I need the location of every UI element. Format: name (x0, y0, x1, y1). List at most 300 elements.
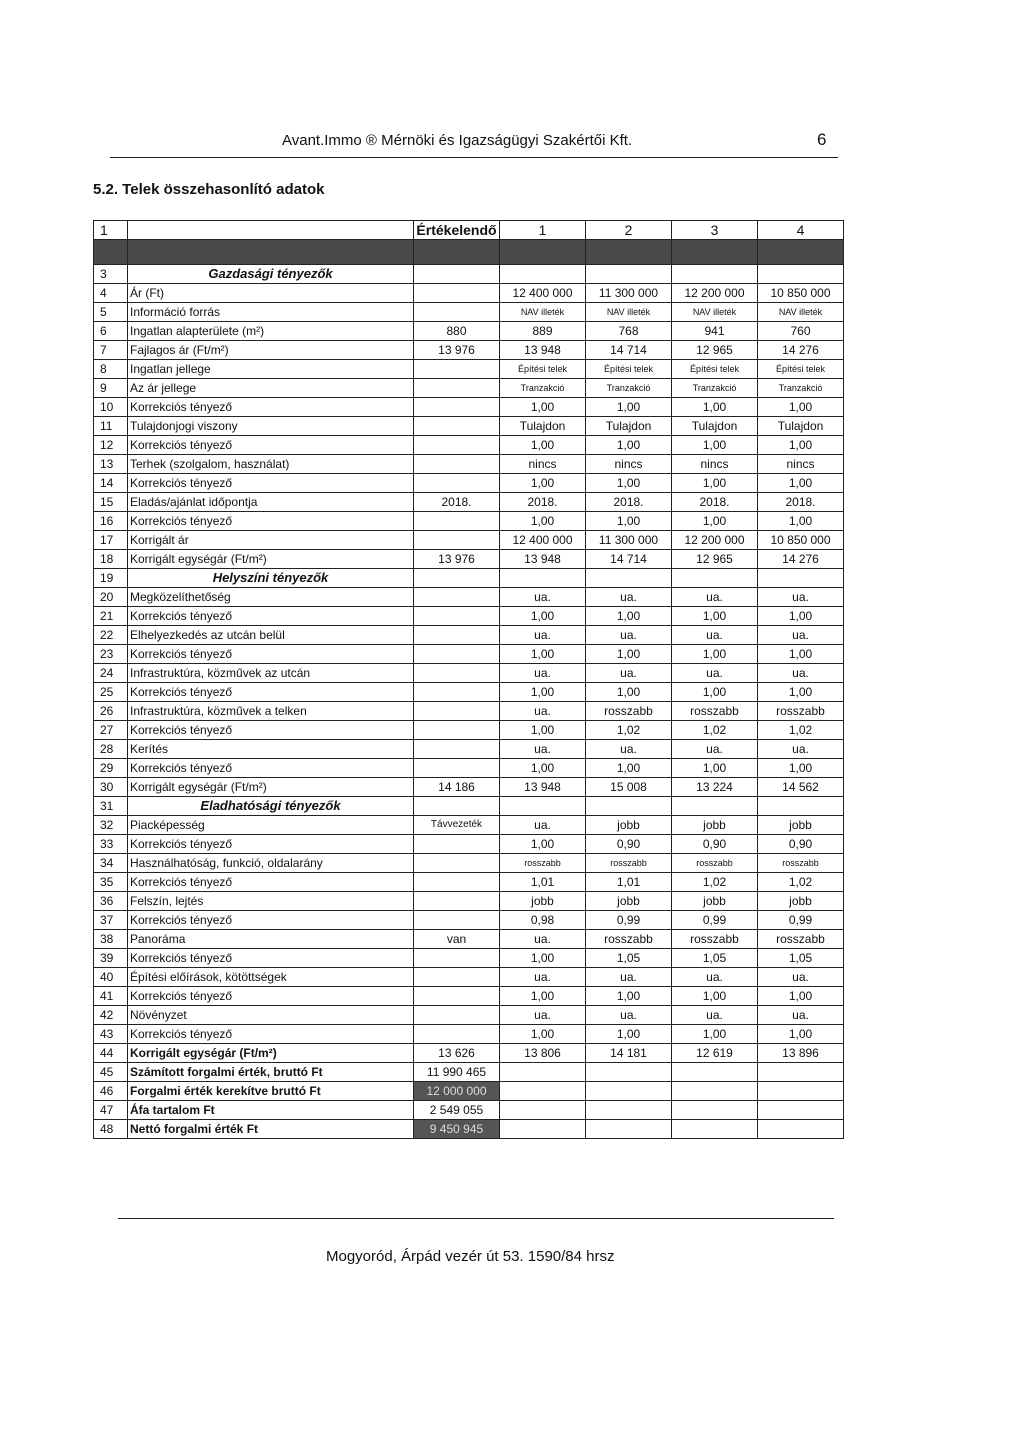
comparable-1-value: ua. (500, 588, 586, 607)
subject-value (414, 854, 500, 873)
comparable-1-value: ua. (500, 664, 586, 683)
row-label: Panoráma (128, 930, 414, 949)
comparable-2-value: 0,90 (586, 835, 672, 854)
comparable-1-header: 1 (500, 221, 586, 240)
empty-cell (414, 569, 500, 588)
subject-value (414, 702, 500, 721)
section-row (94, 569, 844, 588)
comparable-1-value: ua. (500, 816, 586, 835)
row-label: Korrekciós tényező (128, 645, 414, 664)
comparable-3-value: 2018. (672, 493, 758, 512)
row-label: Korrekciós tényező (128, 949, 414, 968)
row-number: 14 (94, 474, 128, 493)
row-number: 15 (94, 493, 128, 512)
table-header-row (94, 221, 844, 240)
comparable-3-value: ua. (672, 588, 758, 607)
section-row (94, 797, 844, 816)
comparable-1-value: ua. (500, 702, 586, 721)
row-label: Korrekciós tényező (128, 683, 414, 702)
table-row (94, 626, 844, 645)
comparable-4-value: 0,99 (758, 911, 844, 930)
section-label: Gazdasági tényezők (128, 265, 414, 284)
subject-value (414, 284, 500, 303)
comparable-3-value: rosszabb (672, 702, 758, 721)
subject-value (414, 398, 500, 417)
subject-value (414, 683, 500, 702)
row-label: Korrigált egységár (Ft/m²) (128, 1044, 414, 1063)
table-row (94, 398, 844, 417)
comparable-3-value: rosszabb (672, 854, 758, 873)
row-number: 34 (94, 854, 128, 873)
row-label: Számított forgalmi érték, bruttó Ft (128, 1063, 414, 1082)
comparable-1-value: 13 948 (500, 550, 586, 569)
comparable-1-value (500, 1120, 586, 1139)
comparable-2-value: ua. (586, 740, 672, 759)
comparable-4-value (758, 1063, 844, 1082)
redacted-cell (672, 240, 758, 265)
comparable-2-value: ua. (586, 1006, 672, 1025)
row-number: 39 (94, 949, 128, 968)
row-number: 3 (94, 265, 128, 284)
comparable-2-value (586, 1101, 672, 1120)
comparable-1-value: Tulajdon (500, 417, 586, 436)
row-number: 46 (94, 1082, 128, 1101)
row-label: Korrekciós tényező (128, 607, 414, 626)
subject-value (414, 968, 500, 987)
comparable-2-value: 14 181 (586, 1044, 672, 1063)
comparable-4-value: 0,90 (758, 835, 844, 854)
table-row (94, 987, 844, 1006)
row-number: 38 (94, 930, 128, 949)
row-label: Ár (Ft) (128, 284, 414, 303)
row-label: Nettó forgalmi érték Ft (128, 1120, 414, 1139)
empty-cell (586, 265, 672, 284)
table-row (94, 1063, 844, 1082)
comparable-3-value: 12 965 (672, 341, 758, 360)
comparable-1-value: ua. (500, 1006, 586, 1025)
comparable-2-value (586, 1063, 672, 1082)
comparable-4-value: 13 896 (758, 1044, 844, 1063)
row-number: 32 (94, 816, 128, 835)
subject-value (414, 835, 500, 854)
row-number: 7 (94, 341, 128, 360)
comparable-2-value: 1,00 (586, 759, 672, 778)
table-row (94, 949, 844, 968)
subject-value: 2018. (414, 493, 500, 512)
row-number: 11 (94, 417, 128, 436)
comparable-2-value: 1,00 (586, 398, 672, 417)
comparable-1-value: 13 806 (500, 1044, 586, 1063)
row-label: Tulajdonjogi viszony (128, 417, 414, 436)
row-label: Korrigált egységár (Ft/m²) (128, 550, 414, 569)
subject-value (414, 949, 500, 968)
row-number: 47 (94, 1101, 128, 1120)
comparable-1-value: 12 400 000 (500, 531, 586, 550)
comparable-2-value: ua. (586, 664, 672, 683)
row-number: 36 (94, 892, 128, 911)
comparable-4-value: jobb (758, 816, 844, 835)
comparable-2-value: 1,00 (586, 1025, 672, 1044)
comparable-3-value: 1,00 (672, 645, 758, 664)
comparable-4-value: ua. (758, 968, 844, 987)
comparable-4-header: 4 (758, 221, 844, 240)
row-number: 6 (94, 322, 128, 341)
subject-value: 12 000 000 (414, 1082, 500, 1101)
row-label: Építési előírások, kötöttségek (128, 968, 414, 987)
row-label: Korrigált ár (128, 531, 414, 550)
table-row (94, 341, 844, 360)
row-number: 1 (94, 221, 128, 240)
comparable-4-value: 14 276 (758, 550, 844, 569)
comparison-table (93, 220, 844, 1139)
subject-value (414, 1025, 500, 1044)
comparable-2-value: 0,99 (586, 911, 672, 930)
row-number: 48 (94, 1120, 128, 1139)
row-number: 20 (94, 588, 128, 607)
comparable-1-value: 889 (500, 322, 586, 341)
empty-cell (414, 265, 500, 284)
comparable-1-value (500, 1063, 586, 1082)
comparable-3-value: 12 619 (672, 1044, 758, 1063)
subject-value (414, 759, 500, 778)
row-number: 45 (94, 1063, 128, 1082)
row-number: 8 (94, 360, 128, 379)
row-number: 24 (94, 664, 128, 683)
comparable-2-value: rosszabb (586, 854, 672, 873)
subject-value (414, 892, 500, 911)
table-row (94, 854, 844, 873)
subject-value: 2 549 055 (414, 1101, 500, 1120)
comparable-2-value: jobb (586, 892, 672, 911)
row-label: Eladás/ajánlat időpontja (128, 493, 414, 512)
row-number: 29 (94, 759, 128, 778)
comparable-4-value: jobb (758, 892, 844, 911)
comparable-4-value: 1,00 (758, 683, 844, 702)
comparable-3-value: 12 200 000 (672, 531, 758, 550)
empty-cell (672, 265, 758, 284)
comparable-2-value: 11 300 000 (586, 531, 672, 550)
table-row (94, 721, 844, 740)
comparable-4-value: 1,00 (758, 474, 844, 493)
comparable-3-value: jobb (672, 816, 758, 835)
comparable-1-value: 1,00 (500, 436, 586, 455)
row-label: Korrekciós tényező (128, 911, 414, 930)
empty-cell (500, 265, 586, 284)
comparable-4-value: Építési telek (758, 360, 844, 379)
comparable-2-value: 15 008 (586, 778, 672, 797)
comparable-1-value: nincs (500, 455, 586, 474)
comparable-2-value: 14 714 (586, 341, 672, 360)
page-number: 6 (817, 130, 827, 149)
comparable-4-value: 1,00 (758, 987, 844, 1006)
comparable-1-value: 1,00 (500, 607, 586, 626)
comparable-4-value: 1,00 (758, 1025, 844, 1044)
subject-value (414, 664, 500, 683)
comparable-3-value: 941 (672, 322, 758, 341)
row-label: Korrekciós tényező (128, 512, 414, 531)
redacted-header-row (94, 240, 844, 265)
redacted-cell (500, 240, 586, 265)
subject-value: 13 976 (414, 341, 500, 360)
table-row (94, 873, 844, 892)
row-label: Áfa tartalom Ft (128, 1101, 414, 1120)
row-label: Korrekciós tényező (128, 1025, 414, 1044)
table-row (94, 379, 844, 398)
row-label: Forgalmi érték kerekítve bruttó Ft (128, 1082, 414, 1101)
comparable-2-value: rosszabb (586, 702, 672, 721)
row-number: 30 (94, 778, 128, 797)
comparable-1-value: ua. (500, 930, 586, 949)
table-row (94, 436, 844, 455)
row-label: Használhatóság, funkció, oldalarány (128, 854, 414, 873)
comparable-2-value: ua. (586, 968, 672, 987)
section-row (94, 265, 844, 284)
comparable-2-value: 768 (586, 322, 672, 341)
row-number: 5 (94, 303, 128, 322)
row-number: 19 (94, 569, 128, 588)
empty-cell (672, 569, 758, 588)
comparable-3-value: ua. (672, 740, 758, 759)
comparable-4-value: 1,00 (758, 398, 844, 417)
row-number: 42 (94, 1006, 128, 1025)
row-number: 18 (94, 550, 128, 569)
footer-address: Mogyoród, Árpád vezér út 53. 1590/84 hrsz (326, 1248, 615, 1265)
table-row (94, 1082, 844, 1101)
row-number: 27 (94, 721, 128, 740)
row-label: Korrekciós tényező (128, 987, 414, 1006)
table-row (94, 778, 844, 797)
comparable-4-value: ua. (758, 626, 844, 645)
comparable-2-value: rosszabb (586, 930, 672, 949)
comparable-1-value: 1,00 (500, 721, 586, 740)
comparable-4-value: ua. (758, 1006, 844, 1025)
subject-value: 13 976 (414, 550, 500, 569)
comparable-1-value: 1,00 (500, 474, 586, 493)
comparable-4-value: 1,00 (758, 436, 844, 455)
comparable-4-value (758, 1082, 844, 1101)
comparable-1-value: rosszabb (500, 854, 586, 873)
comparable-3-value: Építési telek (672, 360, 758, 379)
row-label: Korrekciós tényező (128, 436, 414, 455)
table-row (94, 930, 844, 949)
comparable-3-value: Tranzakció (672, 379, 758, 398)
row-label: Korrekciós tényező (128, 721, 414, 740)
comparable-4-value: Tulajdon (758, 417, 844, 436)
comparable-4-value: 1,02 (758, 873, 844, 892)
table-row (94, 892, 844, 911)
table-row (94, 911, 844, 930)
row-label: Terhek (szolgalom, használat) (128, 455, 414, 474)
comparable-1-value: 1,00 (500, 683, 586, 702)
comparable-3-value: ua. (672, 626, 758, 645)
comparable-4-value: 10 850 000 (758, 531, 844, 550)
comparable-2-value: ua. (586, 626, 672, 645)
comparable-3-value: 1,00 (672, 512, 758, 531)
section-title: 5.2. Telek összehasonlító adatok (93, 181, 325, 198)
comparable-3-value: 1,00 (672, 436, 758, 455)
comparable-4-value: nincs (758, 455, 844, 474)
comparable-2-value: 1,00 (586, 474, 672, 493)
comparable-2-value: 2018. (586, 493, 672, 512)
subject-value (414, 417, 500, 436)
comparable-2-value: 1,00 (586, 607, 672, 626)
empty-cell (414, 797, 500, 816)
subject-value (414, 911, 500, 930)
table-row (94, 588, 844, 607)
comparable-2-value (586, 1082, 672, 1101)
comparable-1-value: NAV illeték (500, 303, 586, 322)
comparable-4-value: 760 (758, 322, 844, 341)
comparable-1-value: 1,00 (500, 987, 586, 1006)
row-number: 21 (94, 607, 128, 626)
comparable-3-value: 1,02 (672, 721, 758, 740)
comparable-3-value: Tulajdon (672, 417, 758, 436)
table-row (94, 759, 844, 778)
comparable-1-value: jobb (500, 892, 586, 911)
subject-value (414, 1006, 500, 1025)
comparable-2-value: 1,01 (586, 873, 672, 892)
comparable-1-value: 1,00 (500, 759, 586, 778)
row-number: 22 (94, 626, 128, 645)
comparable-3-value: 1,00 (672, 398, 758, 417)
row-number: 4 (94, 284, 128, 303)
table-row (94, 455, 844, 474)
table-row (94, 360, 844, 379)
table-row (94, 835, 844, 854)
table-row (94, 493, 844, 512)
comparable-3-value: ua. (672, 1006, 758, 1025)
section-label: Helyszíni tényezők (128, 569, 414, 588)
subject-value: 11 990 465 (414, 1063, 500, 1082)
comparable-4-value: 10 850 000 (758, 284, 844, 303)
comparable-2-value: 1,02 (586, 721, 672, 740)
header-title: Avant.Immo ® Mérnöki és Igazságügyi Szakértői Kft. (282, 132, 633, 149)
subject-value (414, 531, 500, 550)
comparable-3-value: 12 200 000 (672, 284, 758, 303)
comparable-3-value (672, 1063, 758, 1082)
comparable-1-value: 1,00 (500, 645, 586, 664)
row-label: Megközelíthetőség (128, 588, 414, 607)
redacted-cell (414, 240, 500, 265)
comparable-1-value: 13 948 (500, 778, 586, 797)
redacted-cell (94, 240, 128, 265)
comparable-3-value: 0,99 (672, 911, 758, 930)
comparable-4-value: ua. (758, 664, 844, 683)
subject-value (414, 740, 500, 759)
comparable-2-value (586, 1120, 672, 1139)
row-label: Infrastruktúra, közművek a telken (128, 702, 414, 721)
table-row (94, 664, 844, 683)
row-number: 16 (94, 512, 128, 531)
table-row (94, 303, 844, 322)
table-row (94, 816, 844, 835)
table-row (94, 512, 844, 531)
row-number: 26 (94, 702, 128, 721)
empty-cell (758, 265, 844, 284)
subject-value (414, 512, 500, 531)
row-number: 40 (94, 968, 128, 987)
table-row (94, 702, 844, 721)
table-row (94, 550, 844, 569)
empty-cell (500, 797, 586, 816)
comparable-4-value: 14 562 (758, 778, 844, 797)
comparable-2-value: 1,05 (586, 949, 672, 968)
comparable-4-value: 1,05 (758, 949, 844, 968)
redacted-cell (758, 240, 844, 265)
comparable-2-header: 2 (586, 221, 672, 240)
comparable-1-value: ua. (500, 626, 586, 645)
comparable-3-value: jobb (672, 892, 758, 911)
empty-cell (500, 569, 586, 588)
row-label: Elhelyezkedés az utcán belül (128, 626, 414, 645)
redacted-cell (128, 240, 414, 265)
comparable-3-value: 1,02 (672, 873, 758, 892)
header-divider (110, 157, 838, 158)
comparable-3-value: ua. (672, 968, 758, 987)
comparable-3-value: NAV illeték (672, 303, 758, 322)
row-number: 33 (94, 835, 128, 854)
subject-value (414, 455, 500, 474)
comparable-1-value: 12 400 000 (500, 284, 586, 303)
comparable-2-value: ua. (586, 588, 672, 607)
row-label: Korrekciós tényező (128, 835, 414, 854)
row-label: Korrekciós tényező (128, 873, 414, 892)
row-number: 23 (94, 645, 128, 664)
comparable-1-value: ua. (500, 968, 586, 987)
subject-value (414, 626, 500, 645)
comparable-3-value: 1,00 (672, 987, 758, 1006)
comparable-1-value: Építési telek (500, 360, 586, 379)
comparable-4-value: 1,00 (758, 607, 844, 626)
comparable-3-value: nincs (672, 455, 758, 474)
table-row (94, 968, 844, 987)
comparable-3-value (672, 1082, 758, 1101)
comparable-4-value: rosszabb (758, 930, 844, 949)
row-label: Fajlagos ár (Ft/m²) (128, 341, 414, 360)
subject-header: Értékelendő (414, 221, 500, 240)
comparable-3-value (672, 1101, 758, 1120)
comparable-4-value: ua. (758, 588, 844, 607)
table-row (94, 474, 844, 493)
comparable-2-value: NAV illeték (586, 303, 672, 322)
row-label: Felszín, lejtés (128, 892, 414, 911)
row-label: Piacképesség (128, 816, 414, 835)
row-number: 12 (94, 436, 128, 455)
table-row (94, 284, 844, 303)
comparable-1-value: 1,00 (500, 512, 586, 531)
comparable-3-value: 1,00 (672, 474, 758, 493)
subject-value (414, 379, 500, 398)
comparable-2-value: 11 300 000 (586, 284, 672, 303)
table-row (94, 531, 844, 550)
row-label: Infrastruktúra, közművek az utcán (128, 664, 414, 683)
row-number: 37 (94, 911, 128, 930)
comparable-1-value (500, 1082, 586, 1101)
subject-value (414, 436, 500, 455)
row-label: Ingatlan alapterülete (m²) (128, 322, 414, 341)
empty-cell (758, 569, 844, 588)
row-number: 35 (94, 873, 128, 892)
comparable-3-value: 1,00 (672, 759, 758, 778)
comparable-4-value: 1,00 (758, 759, 844, 778)
row-label: Korrekciós tényező (128, 759, 414, 778)
comparable-4-value: 2018. (758, 493, 844, 512)
comparable-2-value: 1,00 (586, 645, 672, 664)
footer-divider (118, 1218, 834, 1219)
comparable-4-value: NAV illeték (758, 303, 844, 322)
row-number: 43 (94, 1025, 128, 1044)
comparable-3-value: 1,00 (672, 607, 758, 626)
